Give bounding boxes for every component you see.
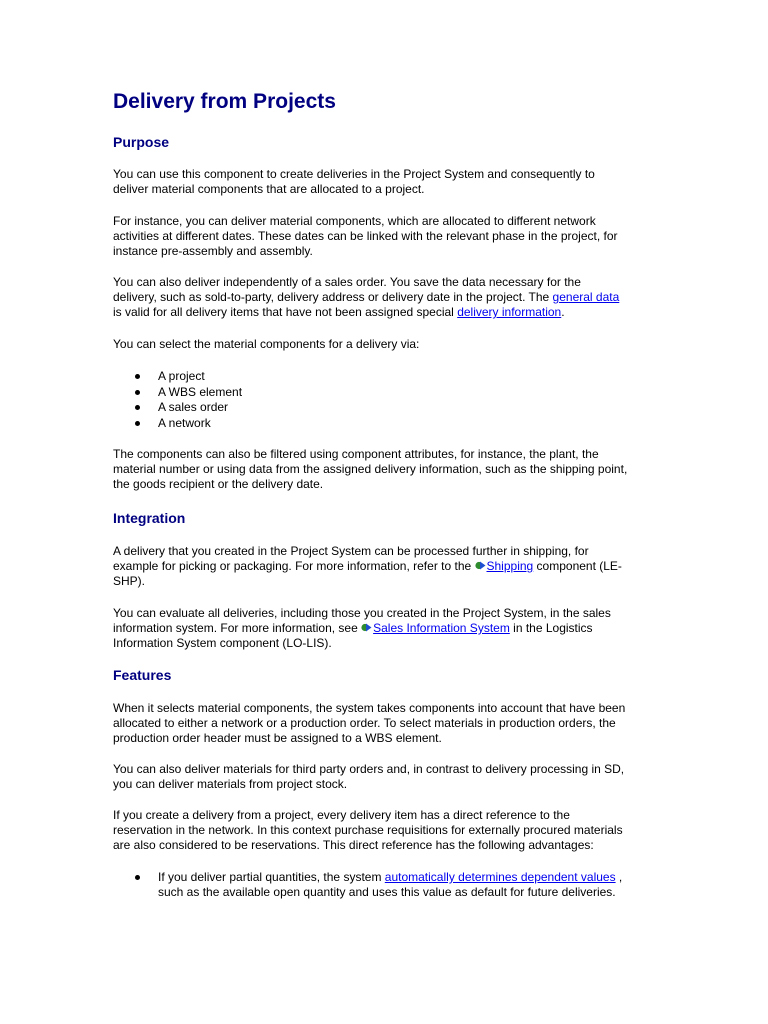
automatically-determines-dependent-values-link[interactable]: automatically determines dependent values bbox=[384, 870, 616, 884]
text-line: instance pre-assembly and assembly. bbox=[113, 244, 313, 258]
integration-paragraph-2 bbox=[113, 606, 658, 651]
advantage-text bbox=[113, 870, 658, 900]
text-line: You can use this component to create deliveries in the Project System and consequently to bbox=[113, 167, 595, 181]
list-item bbox=[113, 400, 658, 416]
text-line: A delivery that you created in the Project System can be processed further in shipping, for bbox=[113, 544, 589, 558]
advantage-list-item bbox=[113, 870, 658, 900]
text-line: You can evaluate all deliveries, including those you created in the Project System, in the sales bbox=[113, 606, 611, 620]
list-item-label: A WBS element bbox=[158, 384, 243, 399]
text-line: allocated to either a network or a production order. To select materials in production orders, the bbox=[113, 716, 616, 730]
general-data-link[interactable]: general data bbox=[552, 290, 620, 304]
features-paragraph-3 bbox=[113, 808, 658, 853]
integration-paragraph-1 bbox=[113, 544, 658, 589]
list-item bbox=[113, 385, 658, 401]
text-segment: delivery, such as sold-to-party, delivery address or delivery date in the project. The bbox=[113, 290, 553, 304]
features-paragraph-1 bbox=[113, 701, 658, 746]
text-segment: example for picking or packaging. For more information, refer to the bbox=[113, 559, 475, 573]
selection-list bbox=[113, 369, 658, 431]
text-line: the goods recipient or the delivery date. bbox=[113, 477, 324, 491]
bullet-icon bbox=[135, 374, 140, 379]
text-line: You can also deliver materials for third party orders and, in contrast to delivery processing in SD, bbox=[113, 762, 625, 776]
text-line: reservation in the network. In this context purchase requisitions for externally procured materials bbox=[113, 823, 623, 837]
text-line: such as the available open quantity and uses this value as default for future deliveries. bbox=[158, 885, 616, 899]
text-line: Information System component (LO-LIS). bbox=[113, 636, 332, 650]
text-line: you can deliver materials from project stock. bbox=[113, 777, 348, 791]
text-line bbox=[158, 870, 658, 885]
list-item-label: A project bbox=[158, 369, 205, 383]
purpose-paragraph-1 bbox=[113, 167, 658, 197]
text-line: When it selects material components, the system takes components into account that have been bbox=[113, 701, 626, 715]
text-line: activities at different dates. These dates can be linked with the relevant phase in the project, for bbox=[113, 229, 618, 243]
text-segment: . bbox=[561, 305, 565, 319]
text-line: If you create a delivery from a project, every delivery item has a direct reference to the bbox=[113, 808, 570, 822]
shipping-link[interactable]: Shipping bbox=[486, 559, 534, 573]
features-heading: Features bbox=[113, 667, 172, 683]
bullet-icon bbox=[135, 875, 140, 880]
text-segment: is valid for all delivery items that have not been assigned special bbox=[113, 305, 458, 319]
text-line: are also considered to be reservations. This direct reference has the following advantages: bbox=[113, 838, 594, 852]
text-line: SHP). bbox=[113, 574, 146, 588]
text-line bbox=[113, 290, 658, 305]
sales-information-system-link[interactable]: Sales Information System bbox=[373, 621, 510, 635]
purpose-heading: Purpose bbox=[113, 134, 170, 150]
list-item-label: A network bbox=[158, 415, 211, 430]
text-segment: If you deliver partial quantities, the system bbox=[158, 870, 385, 884]
list-item bbox=[113, 416, 658, 432]
text-segment: information system. For more information, see bbox=[113, 621, 362, 635]
features-paragraph-2 bbox=[113, 762, 658, 792]
list-item-label: A sales order bbox=[158, 400, 229, 414]
arrow-link-icon bbox=[361, 622, 372, 633]
text-line bbox=[113, 305, 658, 320]
purpose-paragraph-3 bbox=[113, 275, 658, 320]
delivery-information-link[interactable]: delivery information bbox=[457, 305, 562, 319]
bullet-icon bbox=[135, 390, 140, 395]
text-line: deliver material components that are allocated to a project. bbox=[113, 182, 425, 196]
list-item bbox=[113, 369, 658, 385]
integration-heading: Integration bbox=[113, 510, 186, 526]
text-line: The components can also be filtered using component attributes, for instance, the plant, the bbox=[113, 447, 599, 461]
text-line: material number or using data from the assigned delivery information, such as the shipping point, bbox=[113, 462, 628, 476]
text-line bbox=[113, 559, 658, 574]
arrow-link-icon bbox=[475, 560, 486, 571]
bullet-icon bbox=[135, 405, 140, 410]
text-segment: component (LE- bbox=[533, 559, 622, 573]
text-segment: , bbox=[615, 870, 623, 884]
purpose-paragraph-2 bbox=[113, 214, 658, 259]
text-segment: in the Logistics bbox=[509, 621, 593, 635]
bullet-icon bbox=[135, 421, 140, 426]
text-line bbox=[113, 621, 658, 636]
text-line: For instance, you can deliver material components, which are allocated to different network bbox=[113, 214, 596, 228]
text-line: You can also deliver independently of a sales order. You save the data necessary for the bbox=[113, 275, 581, 289]
page-title: Delivery from Projects bbox=[113, 90, 336, 113]
purpose-paragraph-5 bbox=[113, 447, 658, 492]
purpose-paragraph-4: You can select the material components for a delivery via: bbox=[113, 337, 420, 351]
text-line: production order header must be assigned to a WBS element. bbox=[113, 731, 442, 745]
